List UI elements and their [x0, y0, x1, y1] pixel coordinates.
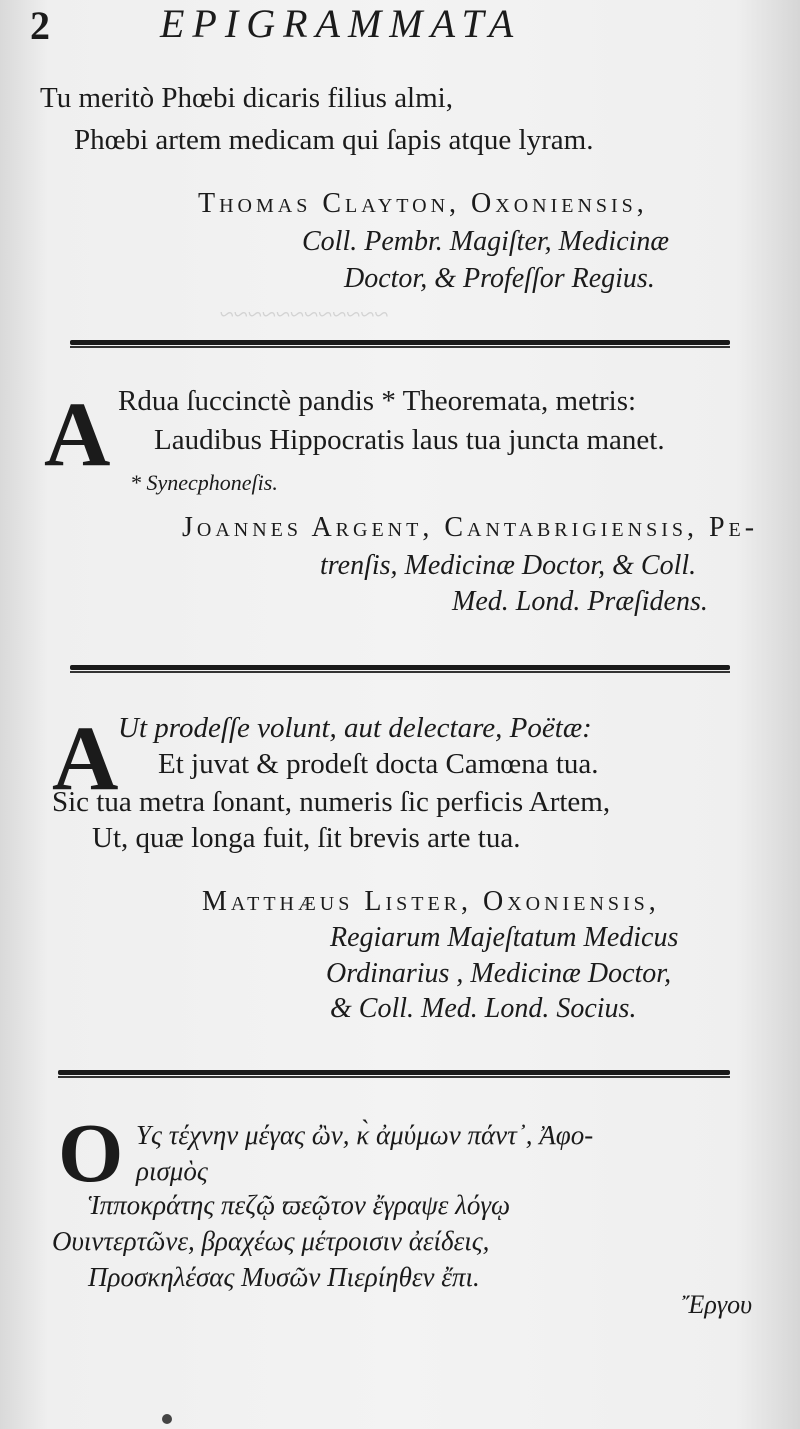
bleed-through-text: ~~~~~~~~~~~~ [220, 300, 389, 329]
ornamental-rule-3 [58, 1070, 730, 1075]
epigram2-signature-line2: trenſis, Medicinæ Doctor, & Coll. [320, 550, 697, 581]
epigram3-line1: Ut prodeſſe volunt, aut delectare, Poëtæ: [118, 712, 592, 744]
epigram1-signature-line3: Doctor, & Profeſſor Regius. [344, 263, 655, 294]
ornamental-rule-1 [70, 340, 730, 345]
epigram3-signature-line1: Matthæus Lister, Oxonienſis, [202, 886, 660, 917]
epigram3-line2: Et juvat & prodeſt docta Camœna tua. [158, 748, 599, 780]
ink-spot [162, 1414, 172, 1424]
epigram4-line1: Υς τέχνην μέγας ὢν, κ̀ ἀμύμων πάντ᾽, Ἀφο- [136, 1120, 594, 1150]
epigram2-signature-line1: Joannes Argent, Cantabrigienſis, Pe- [182, 512, 759, 543]
epigram2-line1: Rdua ſuccinctè pandis * Theoremata, metris: [118, 385, 637, 417]
epigram2-footnote: * Synecphoneſis. [130, 470, 278, 495]
page-number: 2 [30, 3, 50, 48]
epigram4-line2: ρισμὸς [136, 1156, 208, 1186]
epigram2-dropcap: A [44, 383, 111, 485]
epigram3-signature-line2: Regiarum Majeſtatum Medicus [330, 922, 679, 953]
epigram3-dropcap: A [52, 707, 119, 809]
epigram4-line5: Προσκηλέσας Μυσῶν Πιερίηθεν ἔπι. [88, 1262, 480, 1292]
epigram2-signature-line3: Med. Lond. Præſidens. [452, 586, 708, 617]
epigram2-line2: Laudibus Hippocratis laus tua juncta manet. [154, 424, 665, 456]
epigram3-signature-line3: Ordinarius , Medicinæ Doctor, [326, 958, 672, 989]
epigram1-line2: Phœbi artem medicam qui ſapis atque lyram. [74, 124, 594, 156]
epigram3-line3: Sic tua metra ſonant, numeris ſic perficis Artem, [52, 786, 611, 818]
epigram3-line4: Ut, quæ longa fuit, ſit brevis arte tua. [92, 822, 521, 854]
epigram4-line3: Ἱπποκράτης πεζῷ ϖεῷτον ἔγραψε λόγῳ [88, 1190, 511, 1220]
epigram1-signature-line2: Coll. Pembr. Magiſter, Medicinæ [302, 226, 670, 257]
epigram3-signature-line4: & Coll. Med. Lond. Socius. [330, 993, 637, 1024]
ornamental-rule-2 [70, 665, 730, 670]
epigram4-line4: Ουιντερτῶνε, βραχέως μέτροισιν ἀείδεις, [52, 1226, 490, 1256]
running-title: EPIGRAMMATA [160, 1, 522, 46]
epigram1-signature-line1: Thomas Clayton, Oxonienſis, [198, 188, 648, 219]
catchword: Ἔργου [682, 1290, 752, 1319]
epigram4-dropcap: O [58, 1107, 124, 1200]
epigram1-line1: Tu meritò Phœbi dicaris filius almi, [40, 82, 453, 114]
